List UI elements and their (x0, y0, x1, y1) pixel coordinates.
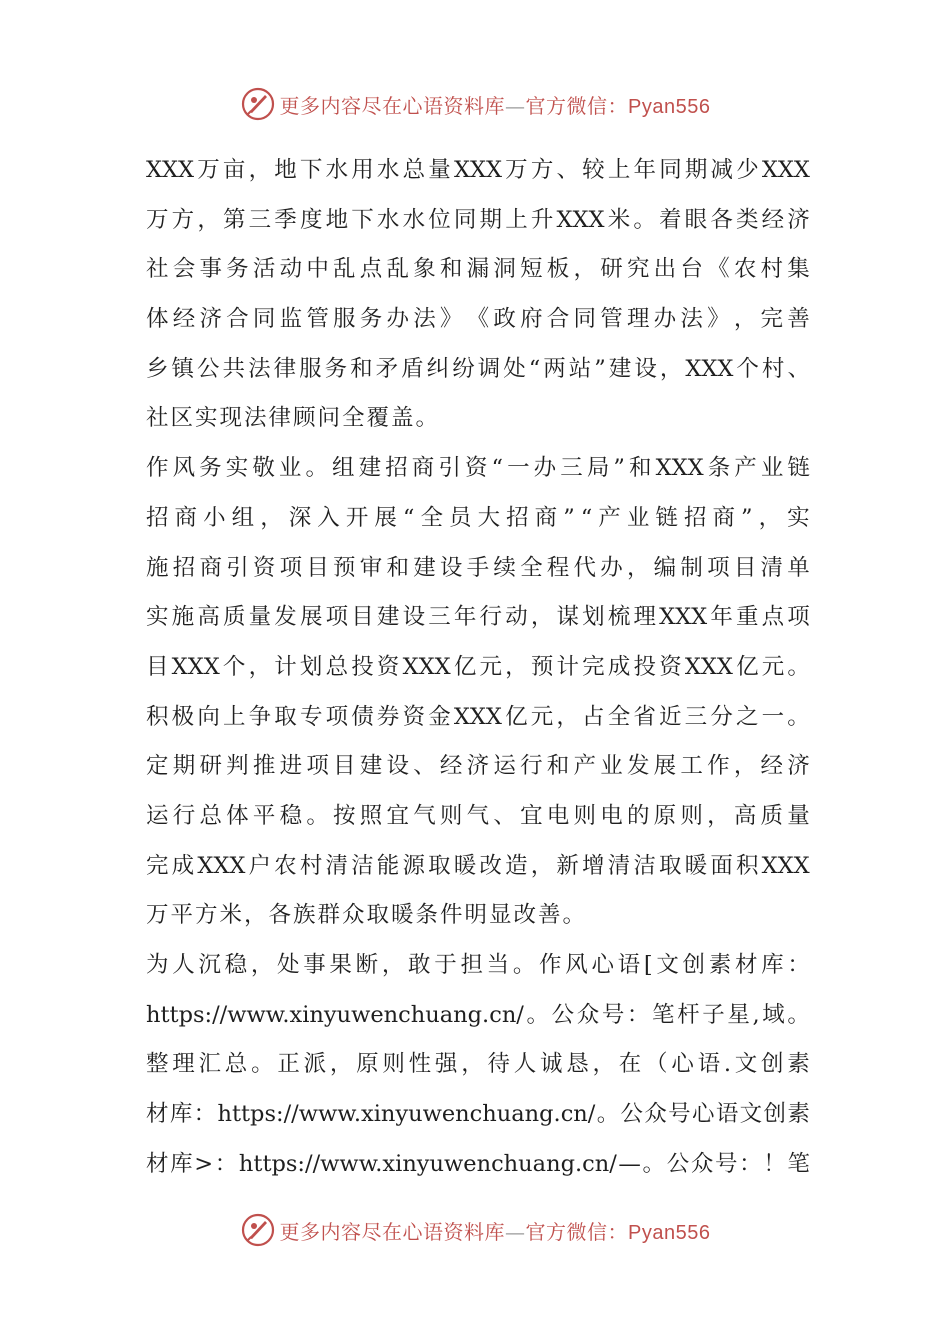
footer-text (280, 1216, 711, 1245)
body-line: 万平方米，各族群众取暖条件明显改善。 (146, 902, 588, 929)
body-line: 整 理 汇 总 。 正 派 ， 原 则 性 强 ， 待 人 诚 恳 ， 在 （ 心 语 . 文 创 素 (146, 1051, 810, 1078)
body-line: XXX 万 亩 ， 地 下 水 用 水 总 量 XXX 万 方 、 较 上 年 同 期 减 少 XXX (146, 157, 810, 183)
body-line: 目 XXX 个 ， 计 划 总 投 资 XXX 亿 元 ， 预 计 完 成 投 资 XXX 亿 元 。 (146, 653, 810, 680)
body-line: 社 会 事 务 活 动 中 乱 点 乱 象 和 漏 洞 短 板 ， 研 究 出 台 《 农 村 集 (146, 256, 810, 283)
footer-wechat-id: Pyan556 (628, 1221, 711, 1244)
body-line: 积 极 向 上 争 取 专 项 债 券 资 金 XXX 亿 元 ， 占 全 省 近 三 分 之 一 。 (146, 703, 810, 730)
body-line: 完 成 XXX 户 农 村 清 洁 能 源 取 暖 改 造 ， 新 增 清 洁 取 暖 面 积 XXX (146, 852, 810, 879)
header-separator: — (505, 93, 526, 118)
document-body (146, 146, 810, 1189)
body-line: 材 库 > ： https://www.xinyuwenchuang.cn/ — 。 公 众 号 ： ！ 笔 (146, 1150, 810, 1177)
header-banner (0, 84, 950, 124)
body-line: 社区实现法律顾问全覆盖。 (146, 405, 441, 432)
body-line: 材 库 ： https://www.xinyuwenchuang.cn/ 。 公 众 号 心 语 文 创 素 (146, 1101, 810, 1128)
body-line: 作 风 务 实 敬 业 。 组 建 招 商 引 资 “ 一 办 三 局 ” 和 XXX 条 产 业 链 (146, 455, 810, 482)
body-line: 万 方 ， 第 三 季 度 地 下 水 水 位 同 期 上 升 XXX 米 。 着 眼 各 类 经 济 (146, 206, 810, 233)
header-wechat-label: 官方微信： (525, 93, 629, 118)
footer-banner (0, 1210, 950, 1250)
body-line: 定 期 研 判 推 进 项 目 建 设 、 经 济 运 行 和 产 业 发 展 工 作 ， 经 济 (146, 753, 810, 780)
header-brand: 更多内容尽在心语资料库 (279, 93, 506, 118)
body-line: 招 商 小 组 ， 深 入 开 展 “ 全 员 大 招 商 ” “ 产 业 链 招 商 ” ， 实 (146, 504, 810, 531)
quill-logo-icon (240, 86, 276, 122)
body-line: 施 招 商 引 资 项 目 预 审 和 建 设 手 续 全 程 代 办 ， 编 制 项 目 清 单 (146, 554, 810, 581)
body-line: 实 施 高 质 量 发 展 项 目 建 设 三 年 行 动 ， 谋 划 梳 理 XXX 年 重 点 项 (146, 604, 810, 631)
header-text (280, 90, 711, 119)
footer-wechat-label: 官方微信： (525, 1219, 629, 1244)
body-line: 体 经 济 合 同 监 管 服 务 办 法 》 《 政 府 合 同 管 理 办 法 》 ， 完 善 (146, 306, 810, 333)
footer-separator: — (505, 1219, 526, 1244)
quill-logo-icon (240, 1212, 276, 1248)
header-wechat-id: Pyan556 (628, 95, 711, 118)
body-line: https://www.xinyuwenchuang.cn/ 。 公 众 号 ： 笔 杆 子 星 , 域 。 (146, 1001, 810, 1028)
body-line: 乡 镇 公 共 法 律 服 务 和 矛 盾 纠 纷 调 处 “ 两 站 ” 建 设 ， XXX 个 村 、 (146, 355, 810, 382)
body-line: 运 行 总 体 平 稳 。 按 照 宜 气 则 气 、 宜 电 则 电 的 原 则 ， 高 质 量 (146, 802, 810, 829)
footer-brand: 更多内容尽在心语资料库 (279, 1219, 506, 1244)
body-line: 为 人 沉 稳 ， 处 事 果 断 ， 敢 于 担 当 。 作 风 心 语 [ 文 创 素 材 库 ： (146, 952, 810, 978)
